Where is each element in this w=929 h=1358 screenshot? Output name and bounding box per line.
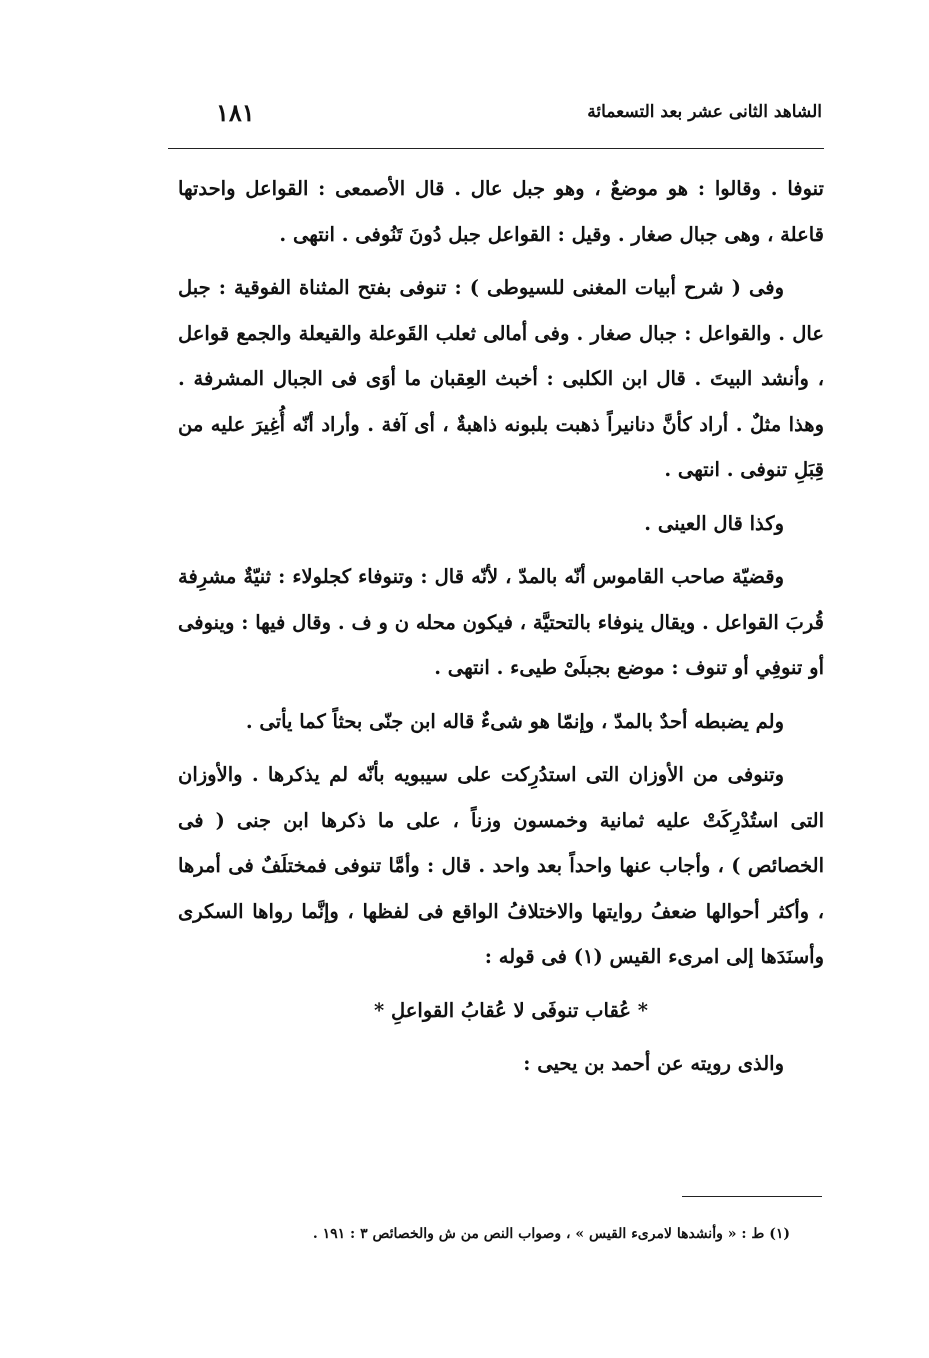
verse-line: * عُقاب تنوفَى لا عُقابُ القواعلِ * [374, 998, 648, 1022]
body-text [178, 166, 824, 1095]
footnote: (١) ط : « وأنشدها لامرىء القيس » ، وصواب النص من ش والخصائص ٣ : ١٩١ . [312, 1226, 790, 1242]
paragraph-6: وتنوفى من الأوزان التى استدُرِكت على سيبويه بأنّه لم يذكرها . والأوزان التى استُدْرِكَتْ عليه ثمانية وخمسون وزناً ، على ما ذكرها ابن جنى ( فى الخصائص ) ، وأجاب عنها واحداً بعد واحد . قال : وأمَّا تنوفى فمختلَفٌ فى أمرها ، وأكثر أحوالها ضعفُ روايتها والاختلافُ الواقع فى لفظها ، وإنَّما رواها السكرى وأسنَدَها إلى امرىء القيس (١) فى قوله : [178, 763, 824, 968]
page-number: ١٨١ [216, 98, 255, 127]
footnote-rule [682, 1196, 822, 1197]
paragraph-5: ولم يضبطه أحدٌ بالمدّ ، وإنمّا هو شىءٌ قاله ابن جنّى بحثاً كما يأتى . [245, 709, 784, 733]
paragraph-4: وقضيّة صاحب القاموس أنّه بالمدّ ، لأنّه قال : وتنوفاء كجلولاء : ثنيّةٌ مشرِفة قُربَ القواعل . ويقال ينوفاء بالتحتيَّة ، فيكون محله ن و ف . وقال فيها : وينوفى أو تنوفِي أو تنوف : موضع بجبلَىْ طيىء . انتهى . [178, 565, 824, 679]
page-header [170, 98, 822, 142]
closing-line: والذى رويته عن أحمد بن يحيى : [523, 1052, 784, 1075]
running-head: الشاهد الثانى عشر بعد التسعمائة [587, 102, 822, 122]
paragraph-1: تنوفا . وقالوا : هو موضعٌ ، وهو جبل عال . قال الأصمعى : القواعل واحدتها قاعلة ، وهى جبال صغار . وقيل : القواعل جبل دُونَ تَنُوفى . انتهى . [178, 177, 824, 246]
paragraph-2: وفى ( شرح أبيات المغنى للسيوطى ) : تنوفى بفتح المثناة الفوقية : جبل عال . والقواعل : جبال صغار . وفى أمالى ثعلب القَوعلة والقيعلة والجمع قواعل ، وأنشد البيتَ . قال ابن الكلبى : أخبث العِقبان ما أوَى فى الجبال المشرفة . وهذا مثلٌ . أراد كأنَّ دنانيراً ذهبت بلبونه ذاهبةٌ ، أى آفة . وأراد أنّه أُغِيرَ عليه من قِبَلِ تنوفى . انتهى . [178, 276, 824, 481]
paragraph-3: وكذا قال العينى . [644, 511, 784, 535]
header-rule [168, 148, 824, 149]
